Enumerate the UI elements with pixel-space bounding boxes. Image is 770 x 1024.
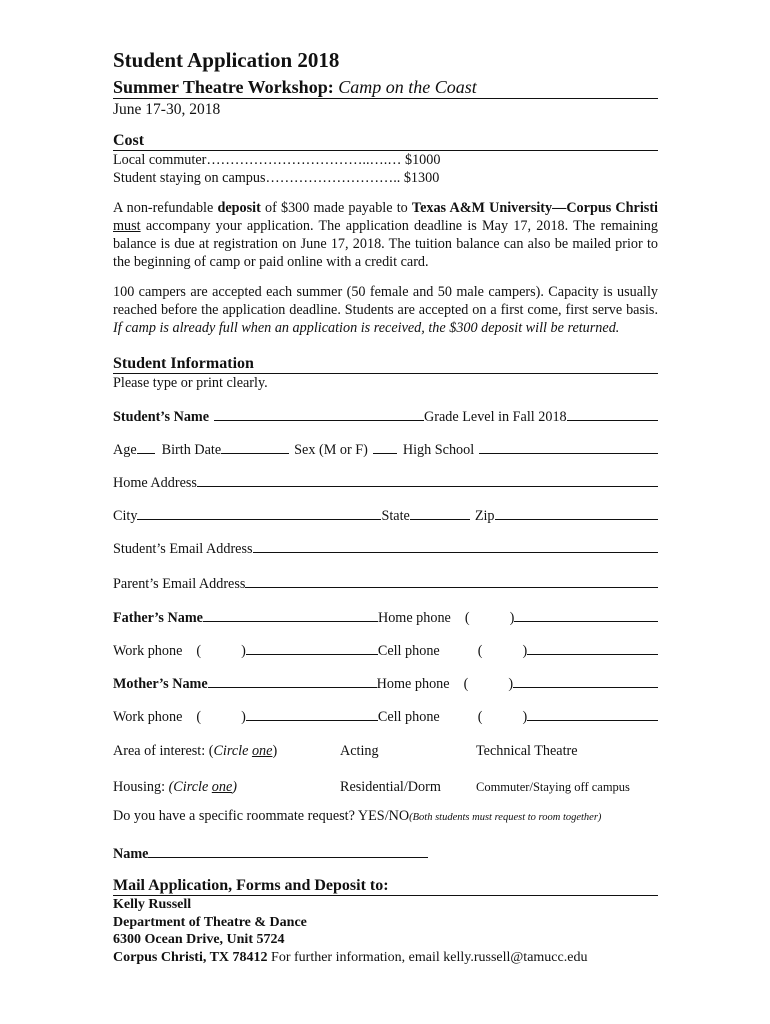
capacity-paragraph: 100 campers are accepted each summer (50 female and 50 male campers). Capacity is usually reached before the application deadline. Students are accepted on a first come, first serve basis. If camp is already full when an application is received, the $300 deposit will be returned.	[113, 284, 658, 336]
row-father-work: Work phone ( ) Cell phone ( )	[113, 640, 658, 658]
father-cell-phone-field[interactable]	[527, 640, 658, 655]
mail-name: Kelly Russell	[113, 897, 192, 912]
row-housing	[113, 778, 658, 796]
row-roommate	[113, 807, 658, 825]
mail-city: Corpus Christi, TX 78412	[113, 949, 268, 965]
option-acting[interactable]: Acting	[340, 743, 379, 759]
row-age-birth	[113, 439, 658, 457]
area-of-interest-label: Area of interest: (Circle one)	[113, 743, 278, 759]
fathers-name-label: Father’s Name	[113, 610, 203, 626]
city-field[interactable]	[137, 505, 381, 520]
mother-work-phone-field[interactable]	[246, 706, 378, 721]
instructions: Please type or print clearly.	[113, 375, 268, 391]
mother-cell-phone-label: Cell phone	[377, 709, 440, 725]
cost-heading: Cost	[113, 131, 658, 151]
home-address-field[interactable]	[197, 472, 658, 487]
row-mother-work: Work phone ( ) Cell phone ( )	[113, 706, 658, 724]
mail-department: Department of Theatre & Dance	[113, 914, 307, 930]
father-work-phone-field[interactable]	[246, 640, 378, 655]
roommate-name-field[interactable]	[148, 843, 428, 858]
mail-heading: Mail Application, Forms and Deposit to:	[113, 876, 658, 896]
father-home-phone-label: Home phone	[377, 610, 451, 626]
mother-home-phone-field[interactable]	[513, 673, 658, 688]
fathers-name-field[interactable]	[203, 607, 378, 622]
sex-label: Sex (M or F)	[294, 442, 368, 458]
row-area-of-interest	[113, 742, 658, 760]
contact-info: For further information, email kelly.russell@tamucc.edu	[267, 949, 588, 965]
workshop-subtitle: Summer Theatre Workshop: Camp on the Coast	[113, 76, 658, 99]
mothers-name-field[interactable]	[208, 673, 377, 688]
parent-email-label: Parent’s Email Address	[113, 576, 246, 592]
roommate-question: Do you have a specific roommate request? YES/NO	[113, 808, 410, 824]
birth-date-label: Birth Date	[161, 442, 222, 458]
high-school-field[interactable]	[479, 439, 658, 454]
row-parent-email	[113, 573, 658, 591]
mail-street: 6300 Ocean Drive, Unit 5724	[113, 932, 285, 947]
row-city-state-zip	[113, 505, 658, 523]
grade-level-field[interactable]	[567, 406, 658, 421]
father-cell-phone-label: Cell phone	[377, 643, 440, 659]
application-form	[113, 48, 658, 966]
home-address-label: Home Address	[113, 475, 197, 491]
age-label: Age	[113, 442, 137, 458]
page-title: Student Application 2018	[113, 48, 340, 72]
row-home-address	[113, 472, 658, 490]
option-technical-theatre[interactable]: Technical Theatre	[476, 743, 578, 759]
workshop-dates: June 17-30, 2018	[113, 101, 221, 118]
students-name-label: Student’s Name	[113, 409, 210, 425]
mail-city-line	[113, 949, 658, 967]
row-student-name	[113, 406, 658, 424]
student-email-field[interactable]	[253, 538, 658, 553]
grade-level-label: Grade Level in Fall 2018	[424, 409, 567, 425]
cost-on-campus: Student staying on campus……………………….. $1300	[113, 170, 440, 186]
mother-work-phone-label: Work phone	[113, 709, 183, 725]
option-commuter[interactable]: Commuter/Staying off campus	[476, 780, 630, 794]
student-info-heading: Student Information	[113, 354, 658, 374]
father-work-phone-label: Work phone	[113, 643, 183, 659]
row-father: Father’s Name Home phone ( )	[113, 607, 658, 625]
age-field[interactable]	[137, 439, 155, 454]
roommate-name-label: Name	[113, 846, 149, 862]
parent-email-field[interactable]	[245, 573, 658, 588]
father-home-phone-field[interactable]	[514, 607, 658, 622]
cost-local-commuter: Local commuter……………………………..….… $1000	[113, 152, 441, 168]
state-label: State	[381, 508, 410, 524]
row-student-email	[113, 538, 658, 556]
housing-label: Housing: (Circle one)	[113, 779, 238, 795]
mother-home-phone-label: Home phone	[376, 676, 450, 692]
birth-date-field[interactable]	[221, 439, 289, 454]
zip-label: Zip	[474, 508, 495, 524]
camp-name: Camp on the Coast	[338, 77, 477, 97]
row-roommate-name	[113, 843, 658, 861]
roommate-note: (Both students must request to room together)	[409, 812, 602, 823]
city-label: City	[113, 508, 138, 524]
state-field[interactable]	[410, 505, 470, 520]
high-school-label: High School	[402, 442, 475, 458]
row-mother: Mother’s Name Home phone ( )	[113, 673, 658, 691]
students-name-field[interactable]	[214, 406, 424, 421]
student-email-label: Student’s Email Address	[113, 541, 253, 557]
mother-cell-phone-field[interactable]	[527, 706, 658, 721]
sex-field[interactable]	[373, 439, 397, 454]
zip-field[interactable]	[495, 505, 658, 520]
mothers-name-label: Mother’s Name	[113, 676, 208, 692]
option-residential-dorm[interactable]: Residential/Dorm	[340, 779, 441, 795]
deposit-paragraph: A non-refundable deposit of $300 made payable to Texas A&M University—Corpus Christi must accompany your application. The application deadline is May 17, 2018. The remaining balance is due at registration on June 17, 2018. The tuition balance can also be mailed prior to the beginning of camp or paid online with a credit card.	[113, 200, 658, 270]
